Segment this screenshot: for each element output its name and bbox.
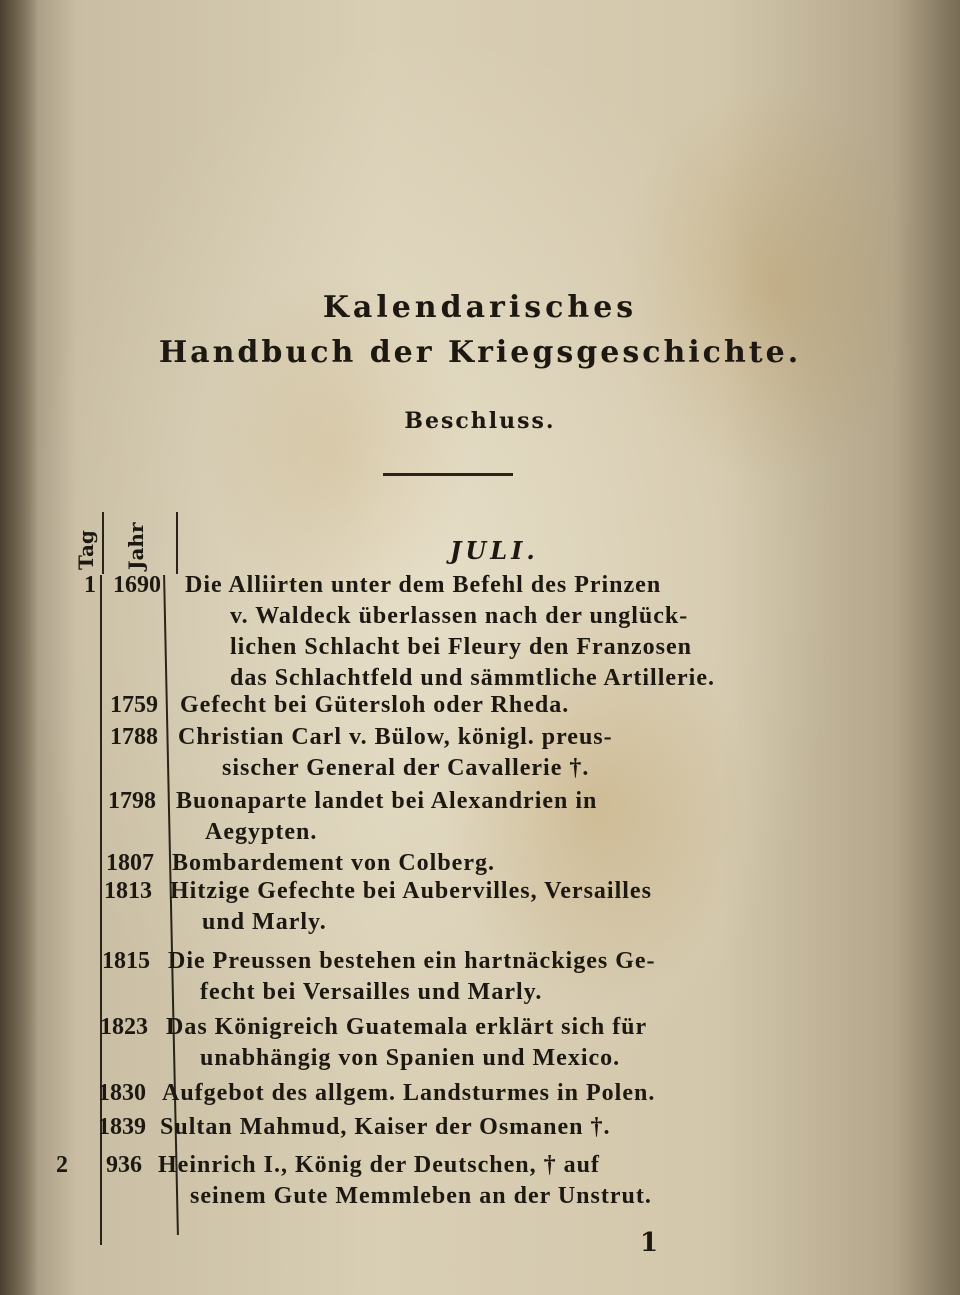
entry-day: 1: [84, 572, 96, 598]
entry-year: 1830: [98, 1080, 146, 1106]
entry-year: 1839: [98, 1114, 146, 1140]
entry-text-line: Aegypten.: [205, 819, 318, 845]
signature-mark: 1: [640, 1228, 659, 1258]
entry-text-line: Bombardement von Colberg.: [172, 850, 495, 876]
page-title-line1: Kalendarisches: [322, 290, 638, 325]
entry-text-line: seinem Gute Memmleben an der Unstrut.: [190, 1183, 652, 1209]
entry-text-line: unabhängig von Spanien und Mexico.: [200, 1045, 621, 1071]
entry-year: 1807: [106, 850, 154, 876]
book-binding-shadow: [0, 0, 38, 1295]
column-header-tag: Tag: [74, 530, 98, 570]
entry-year: 1788: [110, 724, 158, 750]
entry-text-line: Die Alliirten unter dem Befehl des Prinzen: [185, 572, 662, 598]
entry-year: 1759: [110, 692, 158, 718]
entry-text-line: fecht bei Versailles und Marly.: [200, 979, 543, 1005]
entry-text-line: das Schlachtfeld und sämmtliche Artillerie.: [230, 665, 715, 691]
entry-year: 1798: [108, 788, 156, 814]
entry-text-line: Das Königreich Guatemala erklärt sich für: [166, 1014, 648, 1040]
page-title-line2: Handbuch der Kriegsgeschichte.: [158, 335, 802, 370]
entry-year: 1823: [100, 1014, 148, 1040]
entry-text-line: und Marly.: [202, 909, 327, 935]
entry-text-line: Aufgebot des allgem. Landsturmes in Polen.: [162, 1080, 656, 1106]
column-header-jahr: Jahr: [124, 522, 148, 570]
entry-text-line: v. Waldeck überlassen nach der unglück-: [230, 603, 689, 629]
title-divider: [383, 473, 513, 476]
column-divider-jahr-top: [176, 512, 178, 574]
entry-text-line: Christian Carl v. Bülow, königl. preus-: [178, 724, 613, 750]
entry-text-line: Heinrich I., König der Deutschen, † auf: [158, 1152, 600, 1178]
entry-text-line: Buonaparte landet bei Alexandrien in: [176, 788, 598, 814]
entry-year: 1690: [113, 572, 161, 598]
column-divider-tag: [100, 575, 102, 1245]
entry-year: 1815: [102, 948, 150, 974]
column-divider-tag-top: [102, 512, 104, 574]
entry-text-line: Sultan Mahmud, Kaiser der Osmanen †.: [160, 1114, 611, 1140]
entry-text-line: lichen Schlacht bei Fleury den Franzosen: [230, 634, 692, 660]
entry-day: 2: [56, 1152, 68, 1178]
entry-year: 936: [106, 1152, 142, 1178]
entry-year: 1813: [104, 878, 152, 904]
entry-text-line: Hitzige Gefechte bei Aubervilles, Versailles: [170, 878, 652, 904]
entry-text-line: sischer General der Cavallerie †.: [222, 755, 590, 781]
page-subtitle: Beschluss.: [404, 408, 556, 434]
entry-text-line: Gefecht bei Gütersloh oder Rheda.: [180, 692, 570, 718]
entry-text-line: Die Preussen bestehen ein hartnäckiges Ge-: [168, 948, 656, 974]
month-heading: JULI.: [450, 536, 539, 565]
